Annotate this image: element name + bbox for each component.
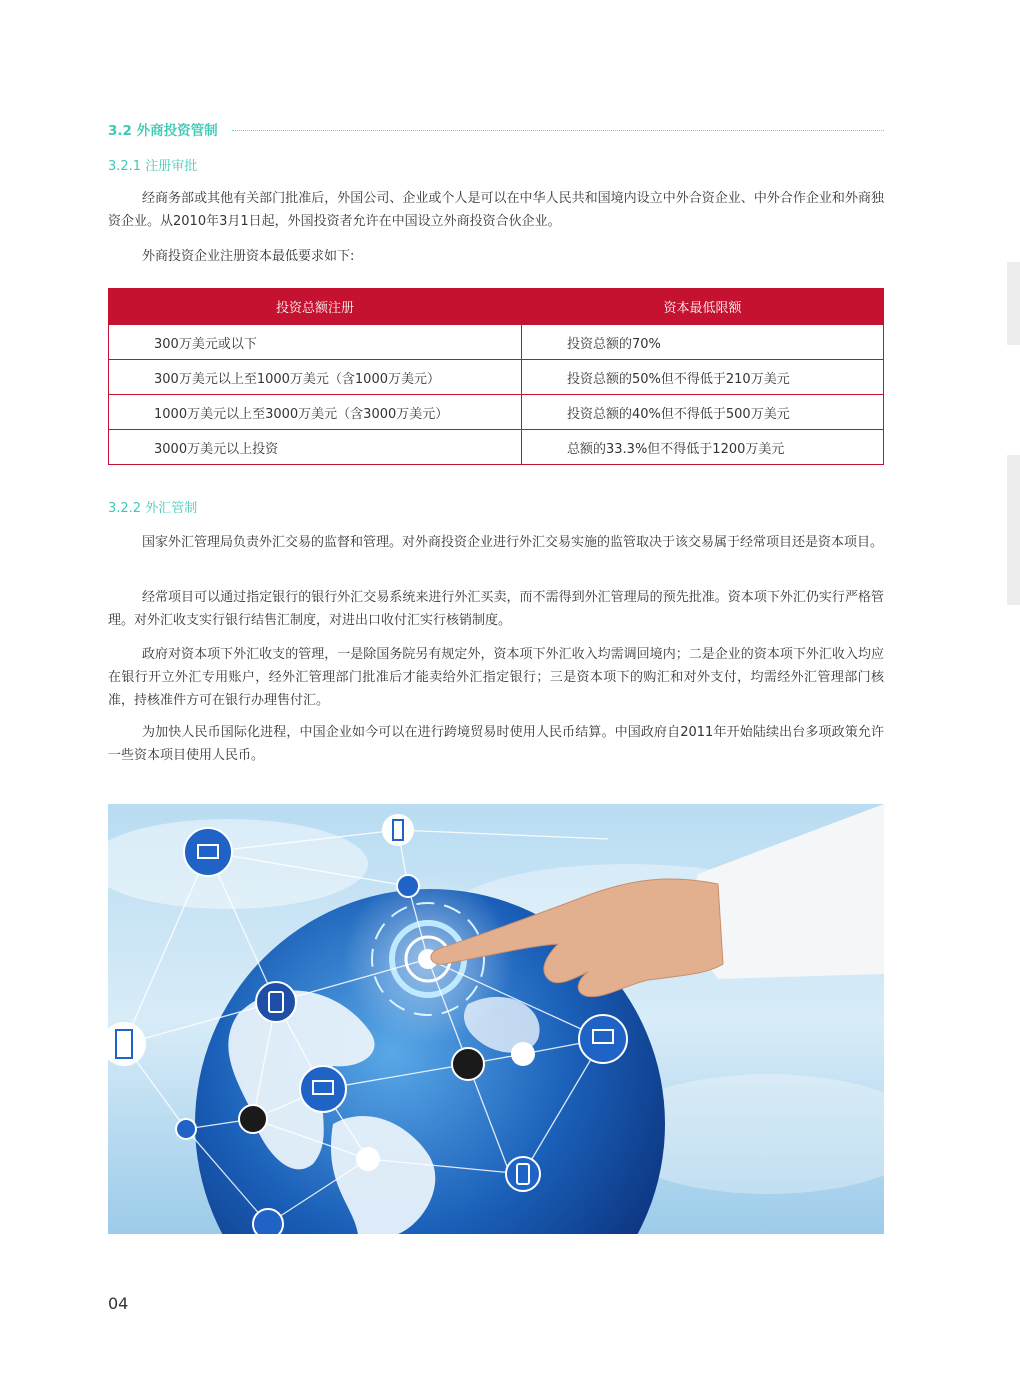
- registration-heading: 3.2.1 注册审批: [108, 159, 198, 174]
- table-cell: 300万美元或以下: [109, 325, 522, 360]
- capital-requirement-table: [108, 288, 884, 465]
- forex-paragraph-2: 经常项目可以通过指定银行的银行外汇交易系统来进行外汇买卖，而不需得到外汇管理局的预先批准。资本项下外汇仍实行严格管理。对外汇收支实行银行结售汇制度，对进出口收付汇实行核销制度。: [108, 590, 884, 628]
- section-title: 3.2 外商投资管制: [108, 123, 218, 139]
- forex-paragraph-1: 国家外汇管理局负责外汇交易的监督和管理。对外商投资企业进行外汇交易实施的监管取决于该交易属于经常项目还是资本项目。: [142, 535, 884, 550]
- table-header-investment: 投资总额注册: [109, 289, 522, 325]
- table-cell: 3000万美元以上投资: [109, 430, 522, 465]
- registration-paragraph-2: 外商投资企业注册资本最低要求如下:: [142, 249, 355, 264]
- side-tab-upper: [1007, 262, 1020, 345]
- table-header-row: [109, 289, 884, 325]
- table-row: [109, 360, 884, 395]
- forex-heading: 3.2.2 外汇管制: [108, 501, 198, 516]
- forex-paragraph-4: 为加快人民币国际化进程，中国企业如今可以在进行跨境贸易时使用人民币结算。中国政府自2011年开始陆续出台多项政策允许一些资本项目使用人民币。: [108, 725, 884, 763]
- table-row: [109, 395, 884, 430]
- table-cell: 投资总额的50%但不得低于210万美元: [522, 360, 884, 395]
- table-cell: 投资总额的40%但不得低于500万美元: [522, 395, 884, 430]
- side-tab-lower: [1007, 455, 1020, 605]
- table-row: [109, 325, 884, 360]
- table-cell: 投资总额的70%: [522, 325, 884, 360]
- table-cell: 300万美元以上至1000万美元（含1000万美元）: [109, 360, 522, 395]
- page-number: 04: [108, 1294, 129, 1313]
- table-cell: 总额的33.3%但不得低于1200万美元: [522, 430, 884, 465]
- section-header: [108, 118, 884, 140]
- globe-illustration: [108, 804, 884, 1234]
- table-header-minimum: 资本最低限额: [522, 289, 884, 325]
- table-row: [109, 430, 884, 465]
- network-globe-photo: [108, 804, 884, 1234]
- section-divider: [232, 130, 884, 131]
- registration-paragraph-1: 经商务部或其他有关部门批准后，外国公司、企业或个人是可以在中华人民共和国境内设立中外合资企业、中外合作企业和外商独资企业。从2010年3月1日起，外国投资者允许在中国设立外商投资合伙企业。: [108, 191, 884, 229]
- forex-paragraph-3: 政府对资本项下外汇收支的管理，一是除国务院另有规定外，资本项下外汇收入均需调回境内；二是企业的资本项下外汇收入均应在银行开立外汇专用账户，经外汇管理部门批准后才能卖给外汇指定银行；三是资本项下的购汇和对外支付，均需经外汇管理部门核准，持核准件方可在银行办理售付汇。: [108, 647, 884, 708]
- table-cell: 1000万美元以上至3000万美元（含3000万美元）: [109, 395, 522, 430]
